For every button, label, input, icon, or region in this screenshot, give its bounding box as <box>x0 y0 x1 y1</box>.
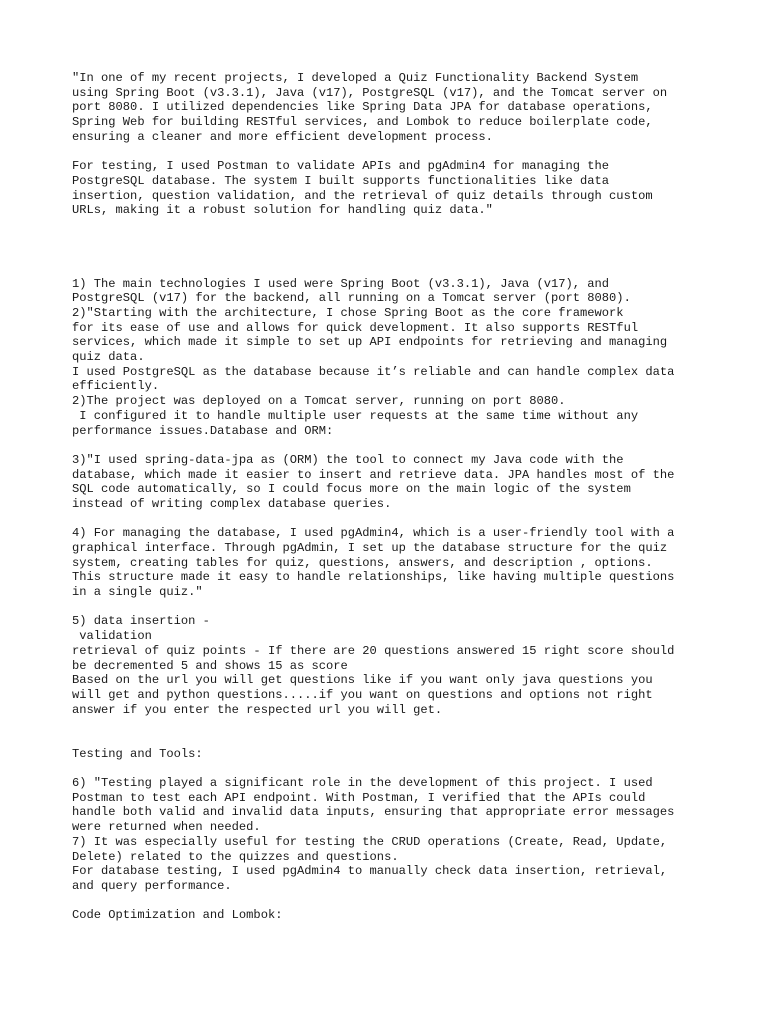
text-line: URLs, making it a robust solution for handling quiz data." <box>72 203 493 218</box>
text-line: Based on the url you will get questions like if you want only java questions you <box>72 673 653 688</box>
text-line: in a single quiz." <box>72 585 203 600</box>
text-line: quiz data. <box>72 350 145 365</box>
section-heading-testing: Testing and Tools: <box>72 746 203 761</box>
text-line: port 8080. I utilized dependencies like Spring Data JPA for database operations, <box>72 100 653 115</box>
section-pgadmin <box>72 526 712 599</box>
text-line: instead of writing complex database queries. <box>72 496 392 511</box>
text-line: database, which made it easier to insert and retrieve data. JPA handles most of the <box>72 467 675 482</box>
text-line: This structure made it easy to handle relationships, like having multiple questions <box>72 570 675 585</box>
text-line: and query performance. <box>72 878 232 893</box>
text-line: PostgreSQL (v17) for the backend, all running on a Tomcat server (port 8080). <box>72 291 631 306</box>
text-line: Postman to test each API endpoint. With Postman, I verified that the APIs could <box>72 790 646 805</box>
text-line: 2)The project was deployed on a Tomcat server, running on port 8080. <box>72 394 566 409</box>
text-line: insertion, question validation, and the retrieval of quiz details through custom <box>72 188 653 203</box>
text-line: performance issues.Database and ORM: <box>72 423 334 438</box>
text-line: 2)"Starting with the architecture, I chose Spring Boot as the core framework <box>72 306 624 321</box>
text-line: system, creating tables for quiz, questions, answers, and description , options. <box>72 555 653 570</box>
text-line: validation <box>72 629 152 644</box>
text-line: Delete) related to the quizzes and questions. <box>72 849 399 864</box>
text-line: efficiently. <box>72 379 160 394</box>
text-line: "In one of my recent projects, I developed a Quiz Functionality Backend System <box>72 71 639 85</box>
text-line: using Spring Boot (v3.3.1), Java (v17), PostgreSQL (v17), and the Tomcat server on <box>72 85 668 100</box>
text-line: will get and python questions.....if you want on questions and options not right <box>72 687 653 702</box>
section-features <box>72 614 712 717</box>
text-line: 3)"I used spring-data-jpa as (ORM) the tool to connect my Java code with the <box>72 452 624 467</box>
section-technologies <box>72 277 712 439</box>
text-line: services, which made it simple to set up API endpoints for retrieving and managing <box>72 335 668 350</box>
text-line: 5) data insertion - <box>72 614 210 629</box>
section-testing <box>72 776 712 894</box>
text-line: I configured it to handle multiple user requests at the same time without any <box>72 408 639 423</box>
text-line: 1) The main technologies I used were Spring Boot (v3.3.1), Java (v17), and <box>72 276 610 291</box>
intro-paragraph-2 <box>72 159 712 218</box>
text-line: PostgreSQL database. The system I built supports functionalities like data <box>72 173 610 188</box>
text-line: be decremented 5 and shows 15 as score <box>72 658 348 673</box>
section-heading-optimization: Code Optimization and Lombok: <box>72 908 283 923</box>
text-line: graphical interface. Through pgAdmin, I set up the database structure for the quiz <box>72 541 668 556</box>
text-line: for its ease of use and allows for quick development. It also supports RESTful <box>72 320 639 335</box>
section-orm <box>72 453 712 512</box>
text-line: For testing, I used Postman to validate APIs and pgAdmin4 for managing the <box>72 159 610 174</box>
text-line: 6) "Testing played a significant role in the development of this project. I used <box>72 776 653 791</box>
text-line: Spring Web for building RESTful services, and Lombok to reduce boilerplate code, <box>72 115 653 130</box>
document-body <box>72 71 712 923</box>
intro-paragraph-1 <box>72 71 712 144</box>
text-line: ensuring a cleaner and more efficient development process. <box>72 129 493 144</box>
text-line: 7) It was especially useful for testing the CRUD operations (Create, Read, Update, <box>72 834 668 849</box>
text-line: retrieval of quiz points - If there are 20 questions answered 15 right score should <box>72 643 675 658</box>
text-line: 4) For managing the database, I used pgAdmin4, which is a user-friendly tool with a <box>72 526 675 541</box>
text-line: handle both valid and invalid data inputs, ensuring that appropriate error messages <box>72 805 675 820</box>
text-line: For database testing, I used pgAdmin4 to manually check data insertion, retrieval, <box>72 864 668 879</box>
text-line: were returned when needed. <box>72 820 261 835</box>
text-line: answer if you enter the respected url you will get. <box>72 702 443 717</box>
text-line: SQL code automatically, so I could focus more on the main logic of the system <box>72 482 631 497</box>
text-line: I used PostgreSQL as the database because it’s reliable and can handle complex data <box>72 364 675 379</box>
